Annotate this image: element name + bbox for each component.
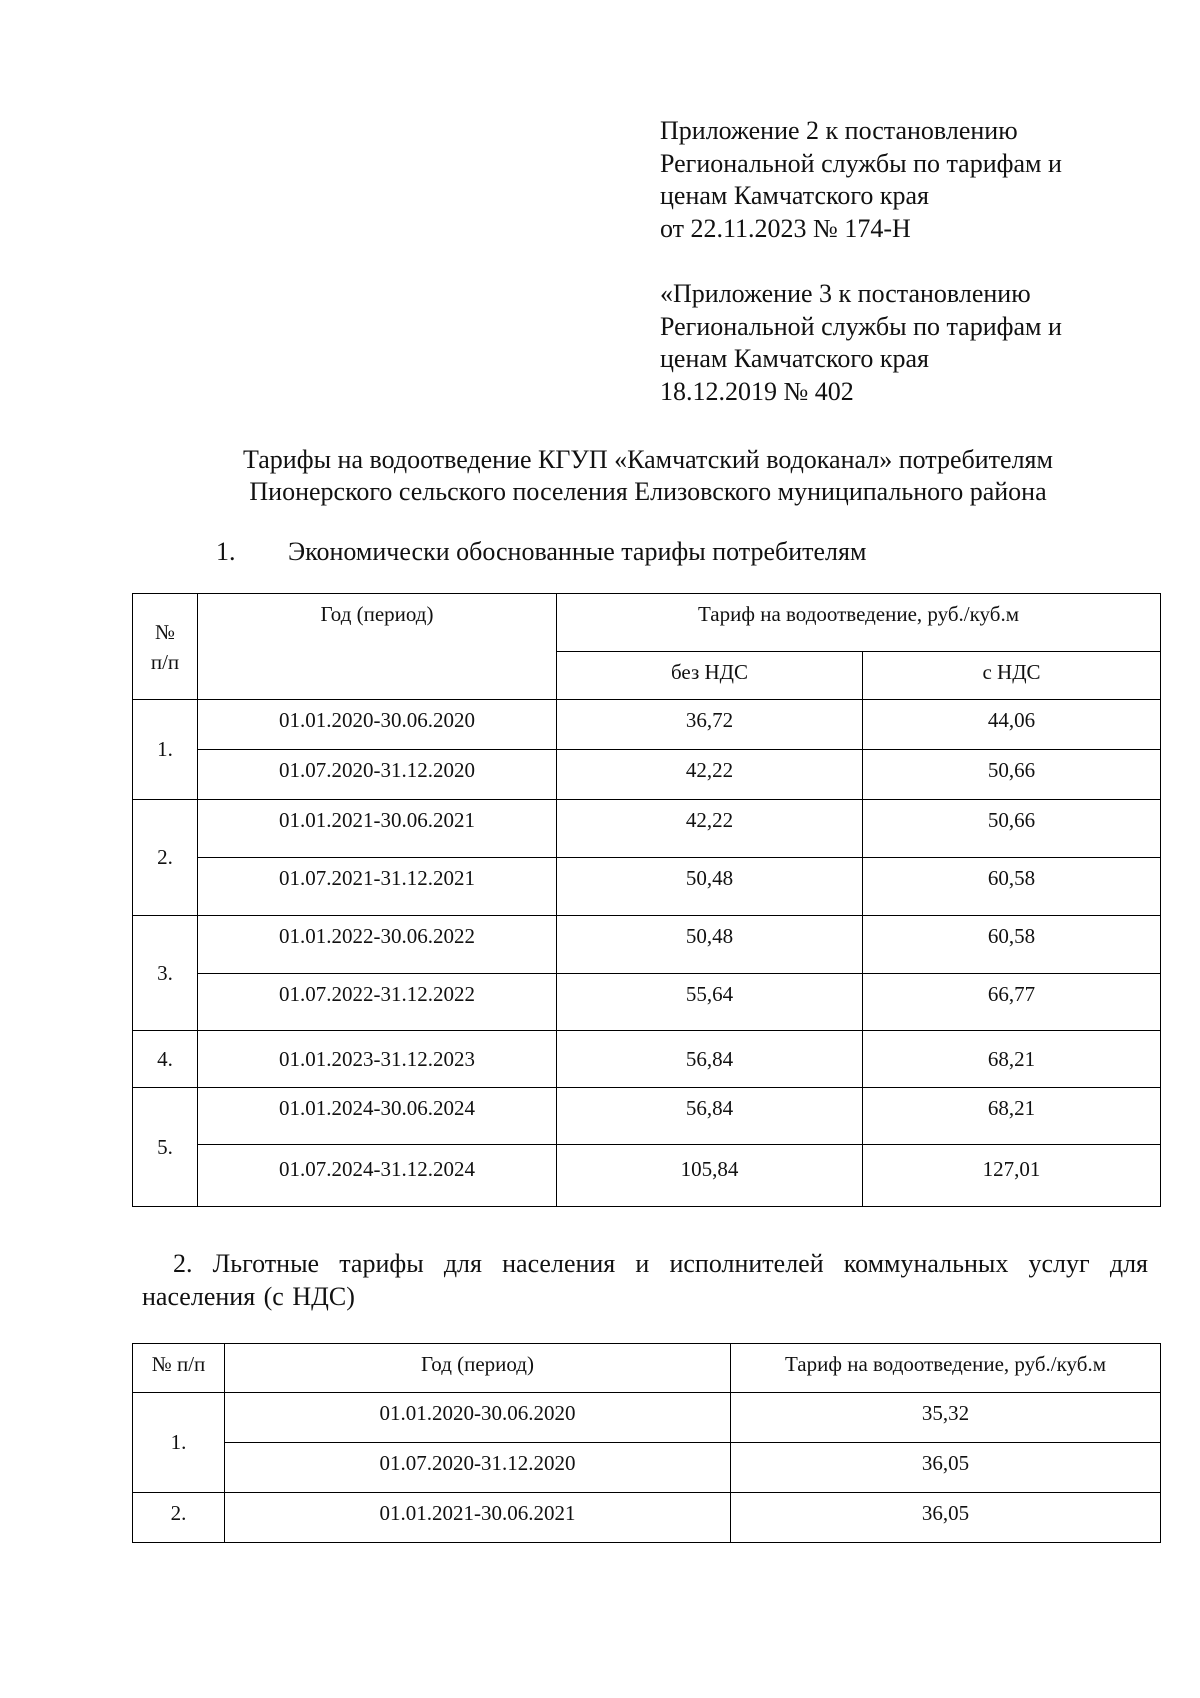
table-header-row xyxy=(133,594,1161,652)
row-period: 01.07.2021-31.12.2021 xyxy=(198,858,557,916)
appendix-line: Региональной службы по тарифам и xyxy=(660,311,1062,341)
appendix-line: Региональной службы по тарифам и xyxy=(660,148,1062,178)
table-row xyxy=(133,1088,1161,1145)
header-tariff: Тариф на водоотведение, руб./куб.м xyxy=(731,1344,1161,1393)
row-period: 01.01.2022-30.06.2022 xyxy=(198,916,557,974)
row-tariff-with-vat: 66,77 xyxy=(863,974,1161,1031)
table-row xyxy=(133,1493,1161,1543)
header-tariff: Тариф на водоотведение, руб./куб.м xyxy=(557,594,1161,652)
header-num xyxy=(133,594,198,700)
original-appendix-reference-block xyxy=(660,278,1062,408)
appendix-line: ценам Камчатского края xyxy=(660,181,929,210)
section1-number: 1. xyxy=(216,537,236,566)
row-period: 01.07.2024-31.12.2024 xyxy=(198,1145,557,1207)
appendix-reference-block xyxy=(660,115,1062,245)
row-period: 01.01.2020-30.06.2020 xyxy=(198,700,557,750)
row-tariff-no-vat: 55,64 xyxy=(557,974,863,1031)
title-line: Тарифы на водоотведение КГУП «Камчатский водоканал» потребителям xyxy=(243,445,1053,474)
section2-heading: 2. Льготные тарифы для населения и исполнителей коммунальных услуг для населения (с НДС) xyxy=(142,1249,1148,1311)
row-tariff-with-vat: 60,58 xyxy=(863,858,1161,916)
header-period: Год (период) xyxy=(225,1344,731,1393)
row-tariff-with-vat: 50,66 xyxy=(863,750,1161,800)
section1-heading: Экономически обоснованные тарифы потребителям xyxy=(288,537,867,566)
preferential-tariffs-table xyxy=(132,1343,1161,1543)
header-with-vat: с НДС xyxy=(863,652,1161,700)
row-period: 01.01.2021-30.06.2021 xyxy=(225,1493,731,1543)
document-title xyxy=(130,444,1166,508)
row-period: 01.07.2020-31.12.2020 xyxy=(198,750,557,800)
row-tariff-no-vat: 56,84 xyxy=(557,1031,863,1088)
table-header-row xyxy=(133,1344,1161,1393)
appendix-line: от 22.11.2023 № 174-Н xyxy=(660,213,911,243)
appendix-line: ценам Камчатского края xyxy=(660,344,929,373)
row-tariff-with-vat: 127,01 xyxy=(863,1145,1161,1207)
table-row xyxy=(133,1443,1161,1493)
appendix-line: 18.12.2019 № 402 xyxy=(660,376,854,406)
row-number: 3. xyxy=(133,916,198,1031)
header-no-vat: без НДС xyxy=(557,652,863,700)
row-tariff-no-vat: 56,84 xyxy=(557,1088,863,1145)
row-tariff-no-vat: 50,48 xyxy=(557,858,863,916)
row-number: 2. xyxy=(133,800,198,916)
header-num-label: № п/п xyxy=(150,619,180,674)
row-tariff-no-vat: 50,48 xyxy=(557,916,863,974)
row-tariff: 36,05 xyxy=(731,1493,1161,1543)
row-tariff-no-vat: 36,72 xyxy=(557,700,863,750)
row-period: 01.01.2021-30.06.2021 xyxy=(198,800,557,858)
row-tariff: 35,32 xyxy=(731,1393,1161,1443)
table-row xyxy=(133,1145,1161,1207)
row-period: 01.01.2024-30.06.2024 xyxy=(198,1088,557,1145)
table-row xyxy=(133,916,1161,974)
title-line: Пионерского сельского поселения Елизовского муниципального района xyxy=(249,477,1047,506)
table-row xyxy=(133,750,1161,800)
row-period: 01.07.2022-31.12.2022 xyxy=(198,974,557,1031)
row-tariff-no-vat: 42,22 xyxy=(557,800,863,858)
table-row xyxy=(133,1393,1161,1443)
row-tariff-with-vat: 68,21 xyxy=(863,1088,1161,1145)
row-number: 5. xyxy=(133,1088,198,1207)
table-row xyxy=(133,974,1161,1031)
row-period: 01.01.2023-31.12.2023 xyxy=(198,1031,557,1088)
row-period: 01.07.2020-31.12.2020 xyxy=(225,1443,731,1493)
table-row xyxy=(133,700,1161,750)
appendix-line: «Приложение 3 к постановлению xyxy=(660,279,1031,308)
appendix-line: Приложение 2 к постановлению xyxy=(660,116,1018,145)
row-tariff-with-vat: 68,21 xyxy=(863,1031,1161,1088)
economic-tariffs-table xyxy=(132,593,1161,1207)
row-tariff: 36,05 xyxy=(731,1443,1161,1493)
table-row xyxy=(133,800,1161,858)
row-tariff-with-vat: 60,58 xyxy=(863,916,1161,974)
table-row xyxy=(133,858,1161,916)
row-number: 2. xyxy=(133,1493,225,1543)
row-number: 1. xyxy=(133,1393,225,1493)
row-period: 01.01.2020-30.06.2020 xyxy=(225,1393,731,1443)
header-num: № п/п xyxy=(133,1344,225,1393)
table-row xyxy=(133,1031,1161,1088)
row-number: 1. xyxy=(133,700,198,800)
row-tariff-with-vat: 50,66 xyxy=(863,800,1161,858)
header-period: Год (период) xyxy=(198,594,557,700)
row-tariff-with-vat: 44,06 xyxy=(863,700,1161,750)
row-tariff-no-vat: 42,22 xyxy=(557,750,863,800)
row-tariff-no-vat: 105,84 xyxy=(557,1145,863,1207)
row-number: 4. xyxy=(133,1031,198,1088)
